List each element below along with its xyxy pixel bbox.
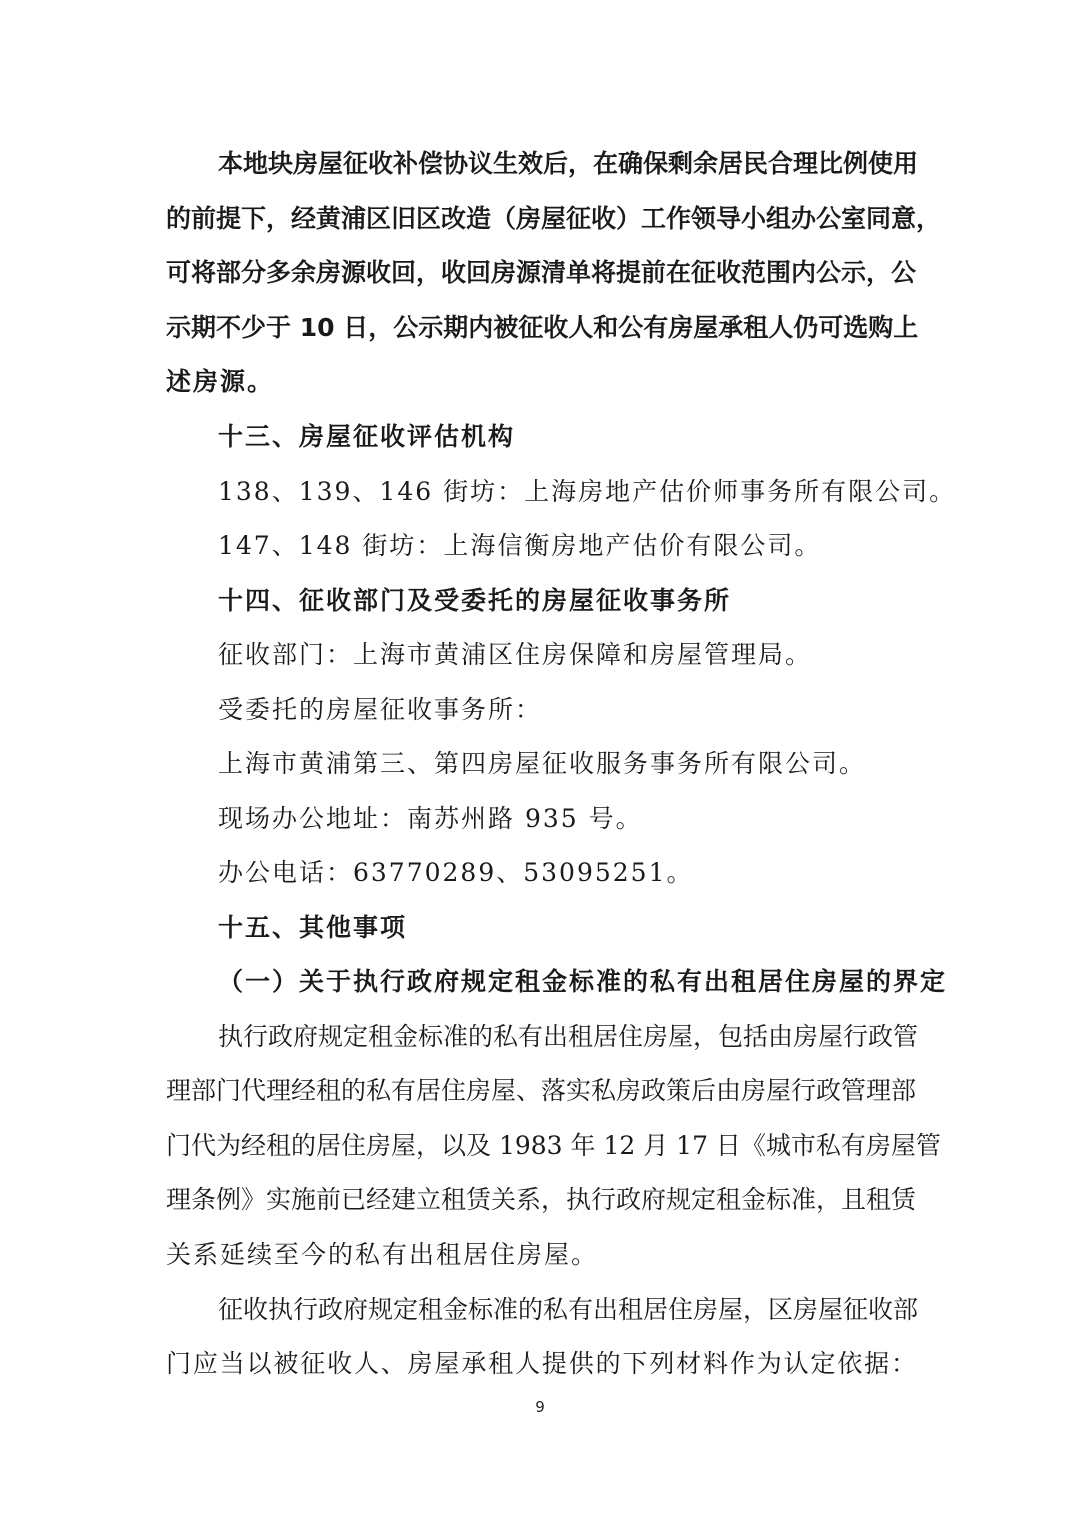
paragraph-line: 理部门代理经租的私有居住房屋、落实私房政策后由房屋行政管理部 bbox=[166, 1076, 917, 1105]
paragraph-line: 本地块房屋征收补偿协议生效后，在确保剩余居民合理比例使用 bbox=[218, 149, 919, 178]
appraisal-agency-line: 138、139、146 街坊：上海房地产估价师事务所有限公司。 bbox=[218, 477, 957, 506]
section-heading-15: 十五、其他事项 bbox=[218, 913, 408, 942]
office-name-line: 上海市黄浦第三、第四房屋征收服务事务所有限公司。 bbox=[218, 749, 867, 778]
section-heading-14: 十四、征收部门及受委托的房屋征收事务所 bbox=[218, 586, 732, 615]
page-number: 9 bbox=[535, 1398, 545, 1416]
paragraph-line: 执行政府规定租金标准的私有出租居住房屋，包括由房屋行政管 bbox=[218, 1022, 919, 1051]
paragraph-line: 门代为经租的居住房屋，以及 1983 年 12 月 17 日《城市私有房屋管 bbox=[166, 1131, 941, 1160]
paragraph-line: 述房源。 bbox=[166, 367, 275, 396]
appraisal-agency-line: 147、148 街坊：上海信衡房地产估价有限公司。 bbox=[218, 531, 822, 560]
paragraph-line: 关系延续至今的私有出租居住房屋。 bbox=[166, 1240, 599, 1269]
office-phone-line: 办公电话：63770289、53095251。 bbox=[218, 858, 694, 887]
office-address-line: 现场办公地址：南苏州路 935 号。 bbox=[218, 804, 643, 833]
paragraph-line: 可将部分多余房源收回，收回房源清单将提前在征收范围内公示，公 bbox=[166, 258, 917, 287]
paragraph-line: 征收执行政府规定租金标准的私有出租居住房屋，区房屋征收部 bbox=[218, 1295, 919, 1324]
paragraph-line: 示期不少于 10 日，公示期内被征收人和公有房屋承租人仍可选购上 bbox=[166, 313, 919, 342]
paragraph-line: 的前提下，经黄浦区旧区改造（房屋征收）工作领导小组办公室同意， bbox=[166, 204, 942, 233]
office-label-line: 受委托的房屋征收事务所： bbox=[218, 695, 543, 724]
subsection-heading: （一）关于执行政府规定租金标准的私有出租居住房屋的界定 bbox=[218, 967, 948, 996]
paragraph-line: 理条例》实施前已经建立租赁关系，执行政府规定租金标准，且租赁 bbox=[166, 1185, 917, 1214]
department-line: 征收部门：上海市黄浦区住房保障和房屋管理局。 bbox=[218, 640, 813, 669]
section-heading-13: 十三、房屋征收评估机构 bbox=[218, 422, 516, 451]
paragraph-line: 门应当以被征收人、房屋承租人提供的下列材料作为认定依据： bbox=[166, 1349, 916, 1378]
